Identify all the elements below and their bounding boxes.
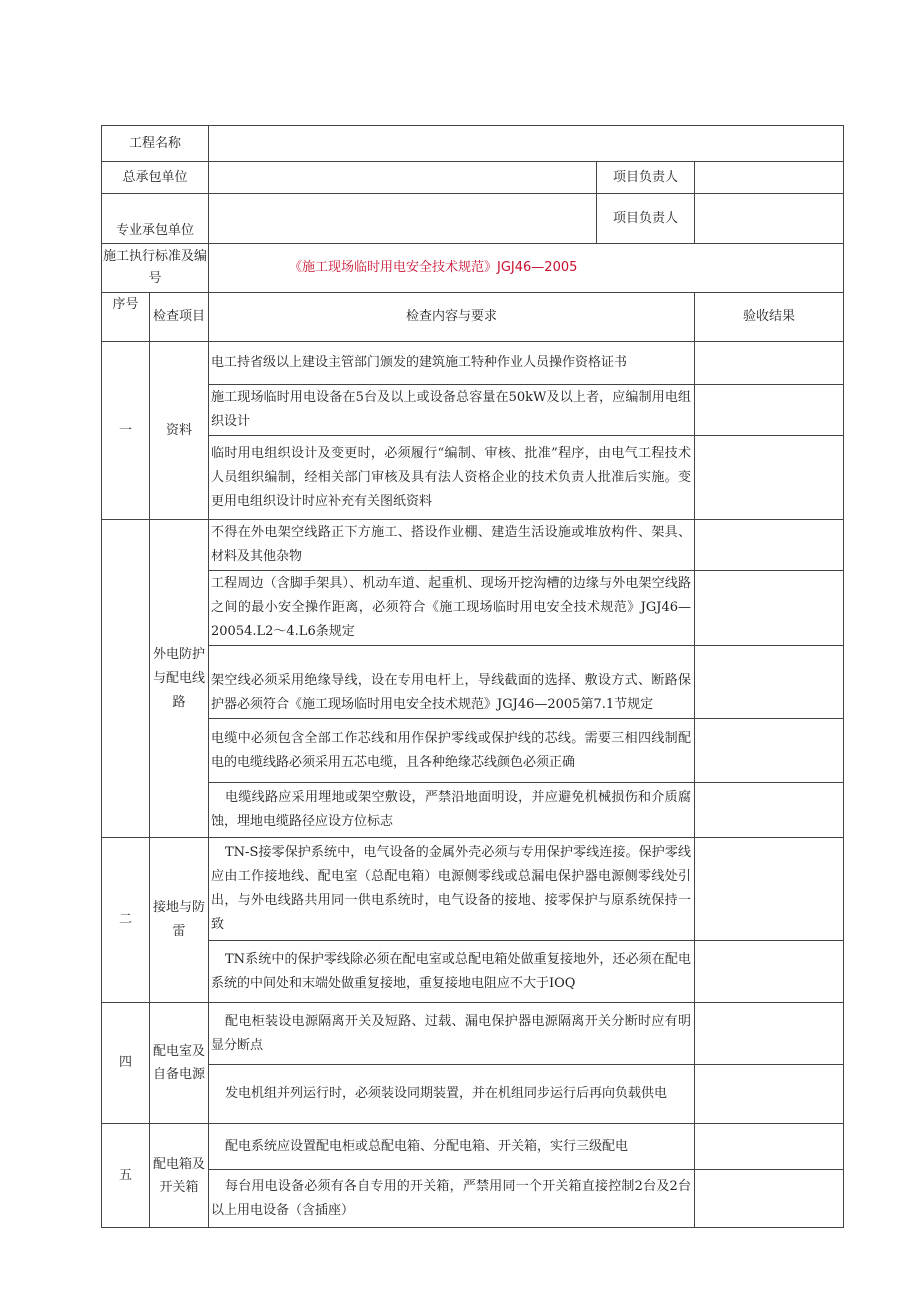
result-cell[interactable] xyxy=(695,1065,844,1124)
manager-label-2: 项目负责人 xyxy=(597,194,695,244)
manager-field-1[interactable] xyxy=(695,162,844,194)
project-name-row xyxy=(102,126,844,162)
result-cell[interactable] xyxy=(695,1124,844,1170)
section-number xyxy=(102,520,150,838)
standard-label: 施工执行标准及编号 xyxy=(102,244,209,293)
section-item: 外电防护与配电线路 xyxy=(150,520,209,838)
section-number: 五 xyxy=(102,1124,150,1228)
requirement-text: 电工持省级以上建设主管部门颁发的建筑施工特种作业人员操作资格证书 xyxy=(209,342,695,385)
result-cell[interactable] xyxy=(695,385,844,436)
requirement-text: 架空线必须采用绝缘导线，设在专用电杆上，导线截面的选择、敷设方式、断路保护器必须符合《施工现场临时用电安全技术规范》JGJ46—2005第7.1节规定 xyxy=(209,646,695,719)
table-row xyxy=(102,385,844,436)
result-cell[interactable] xyxy=(695,719,844,783)
table-row xyxy=(102,571,844,646)
table-row xyxy=(102,1170,844,1228)
result-cell[interactable] xyxy=(695,342,844,385)
table-row xyxy=(102,520,844,571)
col-result-header: 验收结果 xyxy=(695,293,844,342)
sub-contractor-label: 专业承包单位 xyxy=(102,194,209,244)
table-row xyxy=(102,941,844,1003)
requirement-text: 电缆中必须包含全部工作芯线和用作保护零线或保护线的芯线。需要三相四线制配电的电缆线路必须采用五芯电缆，且各种绝缘芯线颜色必须正确 xyxy=(209,719,695,783)
table-row xyxy=(102,838,844,941)
col-seq-header: 序号 xyxy=(102,293,150,342)
section-item: 资料 xyxy=(150,342,209,520)
table-row xyxy=(102,342,844,385)
result-cell[interactable] xyxy=(695,783,844,838)
requirement-text: 发电机组并列运行时，必须装设同期装置，并在机组同步运行后再向负载供电 xyxy=(209,1065,695,1124)
requirement-text: 电缆线路应采用埋地或架空敷设，严禁沿地面明设，并应避免机械损伤和介质腐蚀，埋地电缆路径应设方位标志 xyxy=(209,783,695,838)
requirement-text: 工程周边（含脚手架具）、机动车道、起重机、现场开挖沟槽的边缘与外电架空线路之间的最小安全操作距离，必须符合《施工现场临时用电安全技术规范》JGJ46—20054.L2～4.L6条规定 xyxy=(209,571,695,646)
requirement-text: TN系统中的保护零线除必须在配电室或总配电箱处做重复接地外，还必须在配电系统的中间处和末端处做重复接地，重复接地电阻应不大于IOQ xyxy=(209,941,695,1003)
result-cell[interactable] xyxy=(695,436,844,520)
standard-value: 《施工现场临时用电安全技术规范》JGJ46—2005 xyxy=(209,244,844,293)
section-item: 配电室及自备电源 xyxy=(150,1003,209,1124)
requirement-text: 配电系统应设置配电柜或总配电箱、分配电箱、开关箱，实行三级配电 xyxy=(209,1124,695,1170)
section-number: 二 xyxy=(102,838,150,1003)
requirement-text: 临时用电组织设计及变更时，必须履行“编制、审核、批准”程序，由电气工程技术人员组织编制，经相关部门审核及具有法人资格企业的技术负责人批准后实施。变更用电组织设计时应补充有关图纸资料 xyxy=(209,436,695,520)
section-number: 一 xyxy=(102,342,150,520)
requirement-text: 配电柜装设电源隔离开关及短路、过载、漏电保护器电源隔离开关分断时应有明显分断点 xyxy=(209,1003,695,1065)
result-cell[interactable] xyxy=(695,646,844,719)
table-row xyxy=(102,646,844,719)
table-row xyxy=(102,1124,844,1170)
table-row xyxy=(102,1003,844,1065)
requirement-text: 不得在外电架空线路正下方施工、搭设作业棚、建造生活设施或堆放构件、架具、材料及其他杂物 xyxy=(209,520,695,571)
requirement-text: TN-S接零保护系统中，电气设备的金属外壳必须与专用保护零线连接。保护零线应由工作接地线、配电室（总配电箱）电源侧零线或总漏电保护器电源侧零线处引出，与外电线路共用同一供电系统时，电气设备的接地、接零保护与原系统保持一致 xyxy=(209,838,695,941)
table-row xyxy=(102,719,844,783)
table-row xyxy=(102,783,844,838)
section-item: 接地与防雷 xyxy=(150,838,209,1003)
result-cell[interactable] xyxy=(695,520,844,571)
manager-label-1: 项目负责人 xyxy=(597,162,695,194)
result-cell[interactable] xyxy=(695,838,844,941)
general-contractor-field[interactable] xyxy=(209,162,597,194)
section-number: 四 xyxy=(102,1003,150,1124)
result-cell[interactable] xyxy=(695,571,844,646)
general-contractor-label: 总承包单位 xyxy=(102,162,209,194)
section-item: 配电箱及开关箱 xyxy=(150,1124,209,1228)
manager-field-2[interactable] xyxy=(695,194,844,244)
result-cell[interactable] xyxy=(695,1003,844,1065)
table-row xyxy=(102,436,844,520)
project-name-field[interactable] xyxy=(209,126,844,162)
project-name-label: 工程名称 xyxy=(102,126,209,162)
result-cell[interactable] xyxy=(695,941,844,1003)
requirement-text: 施工现场临时用电设备在5台及以上或设备总容量在50kW及以上者，应编制用电组织设计 xyxy=(209,385,695,436)
sub-contractor-row xyxy=(102,194,844,244)
standard-row xyxy=(102,244,844,293)
column-header-row xyxy=(102,293,844,342)
general-contractor-row xyxy=(102,162,844,194)
sub-contractor-field[interactable] xyxy=(209,194,597,244)
table-row xyxy=(102,1065,844,1124)
requirement-text: 每台用电设备必须有各自专用的开关箱，严禁用同一个开关箱直接控制2台及2台以上用电设备（含插座） xyxy=(209,1170,695,1228)
result-cell[interactable] xyxy=(695,1170,844,1228)
acceptance-form-table xyxy=(101,125,844,1228)
col-content-header: 检查内容与要求 xyxy=(209,293,695,342)
col-item-header: 检查项目 xyxy=(150,293,209,342)
